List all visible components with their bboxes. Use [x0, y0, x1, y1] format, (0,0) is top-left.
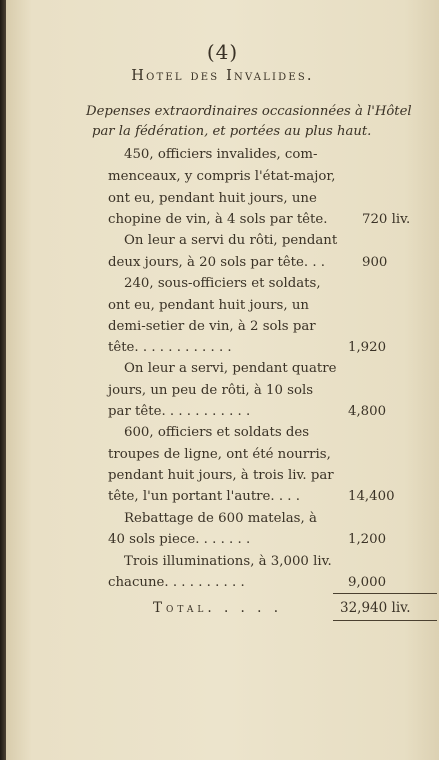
expense-line — [6, 383, 439, 403]
expense-line-text: deux jours, à 20 sols par tête. . . — [108, 255, 326, 270]
expense-line-amount: 14,400 — [348, 489, 395, 504]
expense-line-text: On leur a servi, pendant quatre — [124, 361, 337, 376]
total-rule-top — [333, 593, 437, 594]
expense-line — [6, 532, 439, 552]
expense-line-text: chopine de vin, à 4 sols par tête. — [108, 212, 328, 227]
expense-line-text: ont eu, pendant huit jours, un — [108, 298, 309, 313]
expense-line — [6, 212, 439, 232]
book-page — [6, 0, 439, 760]
expense-line-text: tête, l'un portant l'autre. . . . — [108, 489, 300, 504]
expense-line — [6, 276, 439, 296]
expense-line-amount: 4,800 — [348, 404, 387, 419]
expense-line-text: On leur a servi du rôti, pendant — [124, 233, 338, 248]
expense-line-text: 450, officiers invalides, com- — [124, 147, 318, 162]
expense-line-text: 240, sous-officiers et soldats, — [124, 276, 321, 291]
expense-line-amount: 1,200 — [348, 532, 387, 547]
expense-line-text: tête. . . . . . . . . . . . — [108, 340, 232, 355]
expense-line-text: demi-setier de vin, à 2 sols par — [108, 319, 316, 334]
expense-line-amount: 900 — [362, 255, 388, 270]
expense-line — [6, 511, 439, 531]
page-number: (4) — [206, 40, 239, 64]
expense-line — [6, 191, 439, 211]
expense-line — [6, 489, 439, 509]
expense-line-text: chacune. . . . . . . . . . — [108, 575, 245, 590]
subtitle-line-2: par la fédération, et portées au plus haut. — [92, 124, 372, 139]
expense-line-text: Trois illuminations, à 3,000 liv. — [124, 554, 332, 569]
total-rule-bottom — [333, 620, 437, 621]
expense-line — [6, 361, 439, 381]
expense-line-text: jours, un peu de rôti, à 10 sols — [108, 383, 314, 398]
total-label: Total. . . . . — [153, 600, 282, 616]
expense-line — [6, 447, 439, 467]
expense-line — [6, 233, 439, 253]
expense-line-text: par tête. . . . . . . . . . . — [108, 404, 251, 419]
expense-line-text: 600, officiers et soldats des — [124, 425, 310, 440]
expense-line — [6, 404, 439, 424]
expense-line-text: 40 sols piece. . . . . . . — [108, 532, 251, 547]
expense-line-text: troupes de ligne, ont été nourris, — [108, 447, 331, 462]
expense-line — [6, 298, 439, 318]
expense-line-amount: 9,000 — [348, 575, 387, 590]
expense-line — [6, 425, 439, 445]
expense-line — [6, 319, 439, 339]
expense-line-text: Rebattage de 600 matelas, à — [124, 511, 317, 526]
expense-line-text: menceaux, y compris l'état-major, — [108, 169, 336, 184]
expense-line-amount: 720 liv. — [362, 212, 411, 227]
expense-line — [6, 575, 439, 595]
expense-line — [6, 147, 439, 167]
subtitle-line-1: Depenses extraordinaires occasionnées à l'Hôtel — [86, 104, 412, 119]
expense-line-text: pendant huit jours, à trois liv. par — [108, 468, 334, 483]
expense-line — [6, 554, 439, 574]
expense-line — [6, 169, 439, 189]
expense-line-text: ont eu, pendant huit jours, une — [108, 191, 317, 206]
expense-line — [6, 468, 439, 488]
expense-line — [6, 255, 439, 275]
total-amount: 32,940 liv. — [340, 600, 411, 616]
page-title: Hotel des Invalides. — [131, 68, 314, 84]
expense-line-amount: 1,920 — [348, 340, 387, 355]
expense-line — [6, 340, 439, 360]
